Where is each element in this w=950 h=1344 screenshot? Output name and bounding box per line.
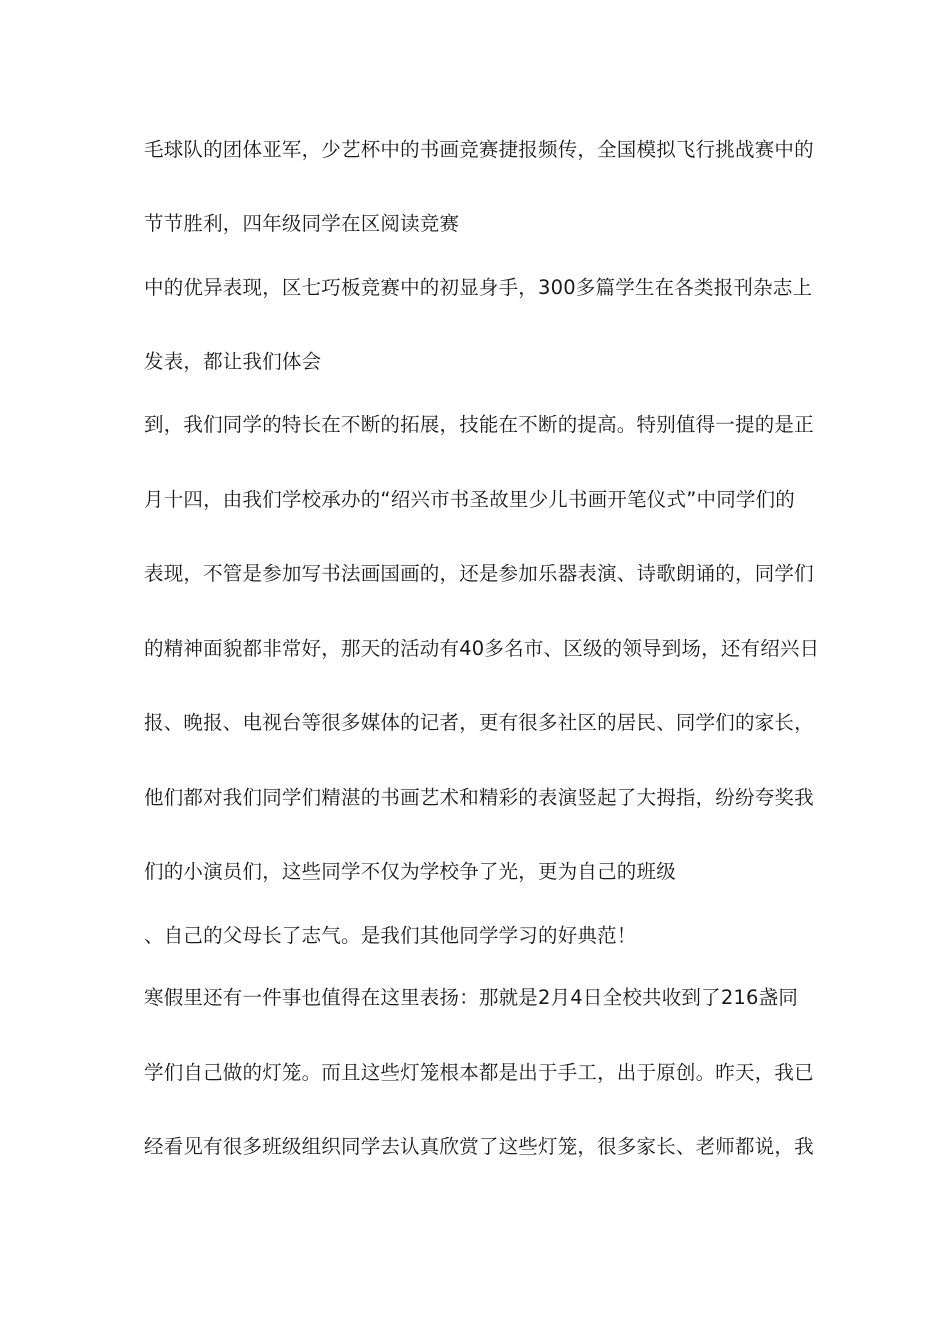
- text-line-12: 、自己的父母长了志气。是我们其他同学学习的好典范！: [144, 924, 637, 947]
- text-line-5: 到，我们同学的特长在不断的拓展，技能在不断的提高。特别值得一提的是正: [144, 413, 814, 436]
- text-line-7: 表现，不管是参加写书法画国画的，还是参加乐器表演、诗歌朗诵的，同学们: [144, 562, 814, 585]
- text-line-6: 月十四，由我们学校承办的“绍兴市书圣故里少儿书画开笔仪式”中同学们的: [144, 488, 796, 511]
- text-line-1: 毛球队的团体亚军，少艺杯中的书画竞赛捷报频传，全国模拟飞行挑战赛中的: [144, 138, 814, 161]
- text-line-8: 的精神面貌都非常好，那天的活动有40多名市、区级的领导到场，还有绍兴日: [144, 637, 820, 660]
- text-line-10: 他们都对我们同学们精湛的书画艺术和精彩的表演竖起了大拇指，纷纷夸奖我: [144, 786, 814, 809]
- text-line-15: 经看见有很多班级组织同学去认真欣赏了这些灯笼，很多家长、老师都说，我: [144, 1135, 814, 1158]
- text-line-2: 节节胜利，四年级同学在区阅读竞赛: [144, 212, 460, 235]
- text-line-4: 发表，都让我们体会: [144, 350, 322, 373]
- text-line-14: 学们自己做的灯笼。而且这些灯笼根本都是出于手工，出于原创。昨天，我已: [144, 1061, 814, 1084]
- text-line-11: 们的小演员们，这些同学不仅为学校争了光，更为自己的班级: [144, 860, 676, 883]
- text-line-13: 寒假里还有一件事也值得在这里表扬：那就是2月4日全校共收到了216盏同: [144, 986, 799, 1009]
- text-line-9: 报、晚报、电视台等很多媒体的记者，更有很多社区的居民、同学们的家长，: [144, 711, 814, 734]
- text-line-3: 中的优异表现，区七巧板竞赛中的初显身手，300多篇学生在各类报刊杂志上: [144, 276, 813, 299]
